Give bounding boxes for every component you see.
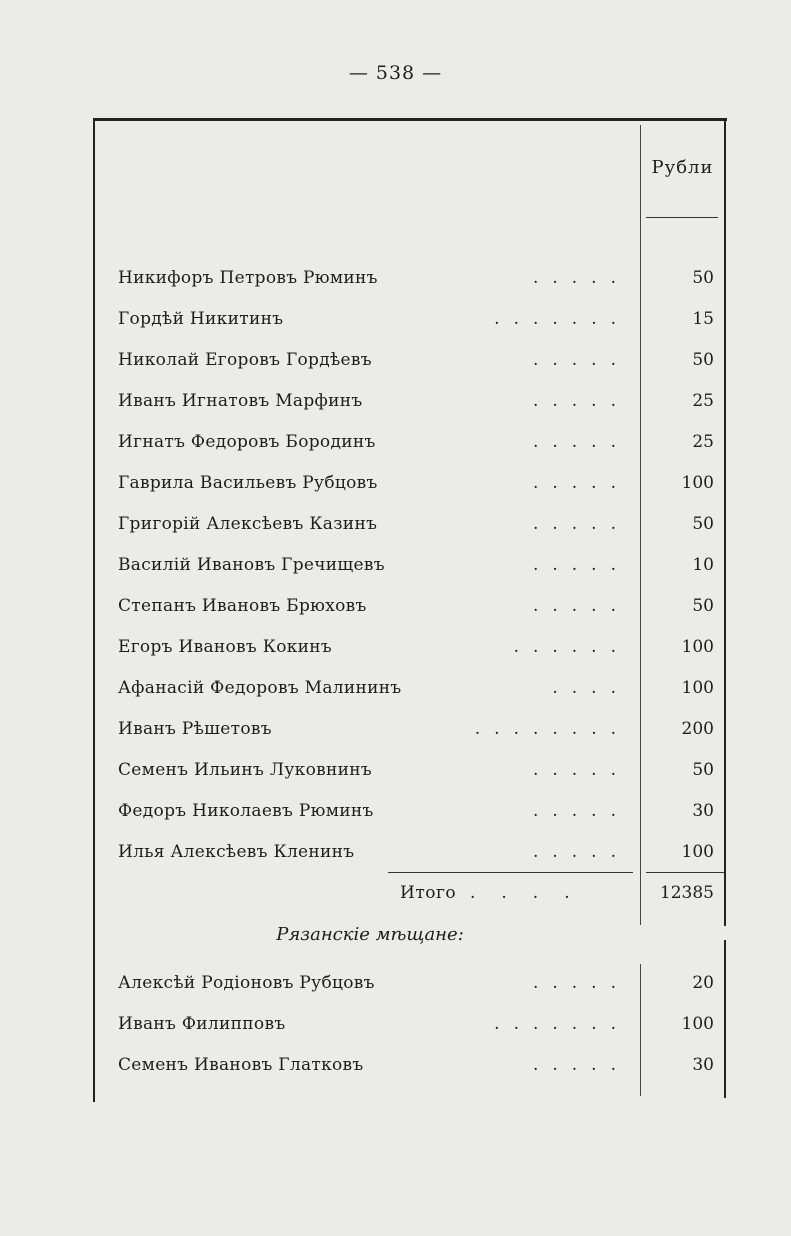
table-row [118, 714, 718, 744]
table-row [118, 345, 718, 375]
leader-dots: ........ [474, 719, 630, 739]
table-top-rule [93, 118, 727, 121]
amount: 200 [681, 719, 714, 739]
person-name: Никифоръ Петровъ Рюминъ [118, 268, 378, 288]
total-amount: 12385 [659, 883, 714, 903]
amount: 10 [692, 555, 714, 575]
sum-rule [646, 872, 724, 873]
leader-dots: ..... [532, 760, 630, 780]
table-row [118, 509, 718, 539]
leader-dots: ..... [532, 350, 630, 370]
amount: 50 [692, 596, 714, 616]
amount: 50 [692, 268, 714, 288]
leader-dots: ..... [532, 391, 630, 411]
table-left-rule [93, 118, 95, 1102]
table-row [118, 550, 718, 580]
table-right-rule [724, 118, 726, 926]
amount: 50 [692, 760, 714, 780]
section-title: Рязанскіе мѣщане: [276, 924, 464, 945]
table-row [118, 968, 718, 998]
leader-dots: ..... [532, 1055, 630, 1075]
table-right-rule [724, 940, 726, 1098]
table-row [118, 427, 718, 457]
leader-dots: ..... [532, 555, 630, 575]
table-row [118, 796, 718, 826]
table-row [118, 1009, 718, 1039]
table-row [118, 591, 718, 621]
table-row [118, 632, 718, 662]
table-row [118, 1050, 718, 1080]
amount: 50 [692, 514, 714, 534]
amount: 50 [692, 350, 714, 370]
person-name: Николай Егоровъ Гордѣевъ [118, 350, 372, 370]
leader-dots: ..... [532, 432, 630, 452]
leader-dots: ....... [494, 1014, 630, 1034]
person-name: Василій Ивановъ Гречищевъ [118, 555, 385, 575]
person-name: Семенъ Ильинъ Луковнинъ [118, 760, 372, 780]
person-name: Степанъ Ивановъ Брюховъ [118, 596, 367, 616]
person-name: Егоръ Ивановъ Кокинъ [118, 637, 333, 657]
person-name: Гаврила Васильевъ Рубцовъ [118, 473, 378, 493]
person-name: Иванъ Игнатовъ Марфинъ [118, 391, 363, 411]
table-row [118, 304, 718, 334]
leader-dots: ..... [532, 514, 630, 534]
person-name: Иванъ Филипповъ [118, 1014, 286, 1034]
header-underline [646, 217, 718, 218]
amount: 30 [692, 801, 714, 821]
total-row [400, 878, 718, 908]
person-name: Григорій Алексѣевъ Казинъ [118, 514, 378, 534]
person-name: Игнатъ Федоровъ Бородинъ [118, 432, 376, 452]
leader-dots: ..... [532, 596, 630, 616]
leader-dots: ..... [532, 801, 630, 821]
total-label: Итого [400, 883, 457, 903]
leader-dots: ..... [532, 473, 630, 493]
amount: 15 [692, 309, 714, 329]
leader-dots: .... [470, 883, 596, 903]
sum-rule [388, 872, 633, 873]
table-row [118, 263, 718, 293]
table-row [118, 468, 718, 498]
leader-dots: .... [552, 678, 630, 698]
leader-dots: ....... [494, 309, 630, 329]
leader-dots: ..... [532, 842, 630, 862]
table-row [118, 386, 718, 416]
amount: 25 [692, 391, 714, 411]
amount: 20 [692, 973, 714, 993]
person-name: Илья Алексѣевъ Кленинъ [118, 842, 355, 862]
amount: 100 [681, 473, 714, 493]
amount: 100 [681, 637, 714, 657]
amount: 100 [681, 1014, 714, 1034]
amount: 25 [692, 432, 714, 452]
leader-dots: ..... [532, 268, 630, 288]
amount: 100 [681, 678, 714, 698]
person-name: Иванъ Рѣшетовъ [118, 719, 272, 739]
page-number: — 538 — [348, 62, 443, 84]
table-row [118, 837, 718, 867]
amount: 100 [681, 842, 714, 862]
person-name: Гордѣй Никитинъ [118, 309, 284, 329]
person-name: Федоръ Николаевъ Рюминъ [118, 801, 374, 821]
amount: 30 [692, 1055, 714, 1075]
table-row [118, 673, 718, 703]
leader-dots: ..... [532, 973, 630, 993]
person-name: Афанасій Федоровъ Малининъ [118, 678, 402, 698]
person-name: Семенъ Ивановъ Глатковъ [118, 1055, 364, 1075]
leader-dots: ...... [513, 637, 630, 657]
table-row [118, 755, 718, 785]
column-header-rubles: Рубли [651, 157, 714, 178]
person-name: Алексѣй Родіоновъ Рубцовъ [118, 973, 375, 993]
